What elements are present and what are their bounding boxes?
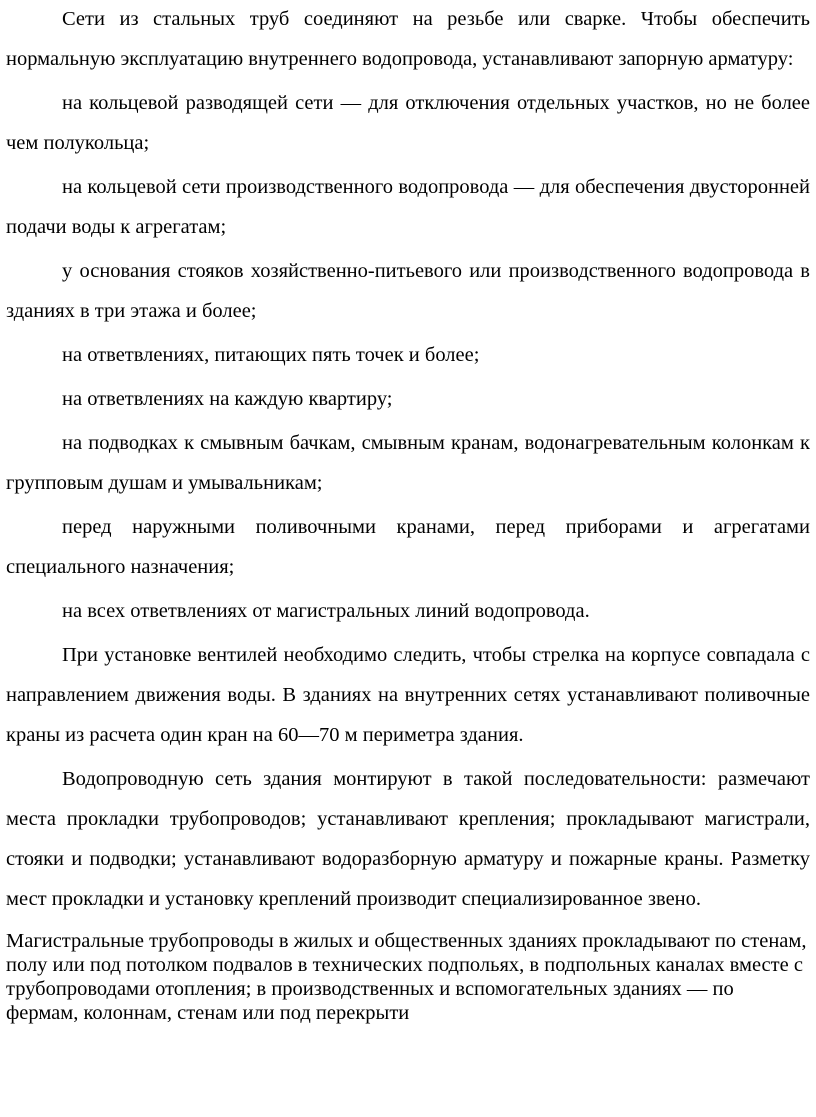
list-item-main-lines: на всех ответвлениях от магистральных линий водопровода. — [62, 600, 590, 622]
paragraph-installation-sequence: Водопроводную сеть здания монтируют в такой последовательности: размечают места прокладки трубопроводов; устанавливают крепления; прокладывают магистрали, стояки и подводки; устанавливают водоразборную арматуру и пожарные краны. Разметку мест прокладки и установку креплений производит специализированное звено. — [6, 768, 810, 910]
list-item-ring-network: на кольцевой разводящей сети — для отключения отдельных участков, но не более чем полукольца; — [6, 92, 810, 154]
list-item-flush-tanks: на подводках к смывным бачкам, смывным кранам, водонагревательным колонкам к групповым душам и умывальникам; — [6, 432, 810, 494]
list-item-five-points: на ответвлениях, питающих пять точек и более; — [62, 344, 480, 366]
list-item-industrial-ring: на кольцевой сети производственного водопровода — для обеспечения двусторонней подачи воды к агрегатам; — [6, 176, 810, 238]
list-item-watering-taps: перед наружными поливочными кранами, перед приборами и агрегатами специального назначения; — [6, 516, 810, 578]
paragraph-main-pipelines: Магистральные трубопроводы в жилых и общественных зданиях прокладывают по стенам, полу или под потолком подвалов в технических подпольях, в подпольных каналах вместе с трубопроводами отопления; в производственных и вспомогательных зданиях — по фермам, колоннам, стенам или под перекрыти — [6, 930, 807, 1024]
paragraph-valves: При установке вентилей необходимо следить, чтобы стрелка на корпусе совпадала с направлением движения воды. В зданиях на внутренних сетях устанавливают поливочные краны из расчета один кран на 60—70 м периметра здания. — [6, 644, 810, 746]
paragraph-intro: Сети из стальных труб соединяют на резьбе или сварке. Чтобы обеспечить нормальную эксплуатацию внутреннего водопровода, устанавливают запорную арматуру: — [6, 8, 810, 70]
list-item-apartment: на ответвлениях на каждую квартиру; — [62, 388, 393, 410]
list-item-riser-base: у основания стояков хозяйственно-питьевого или производственного водопровода в зданиях в три этажа и более; — [6, 260, 810, 322]
